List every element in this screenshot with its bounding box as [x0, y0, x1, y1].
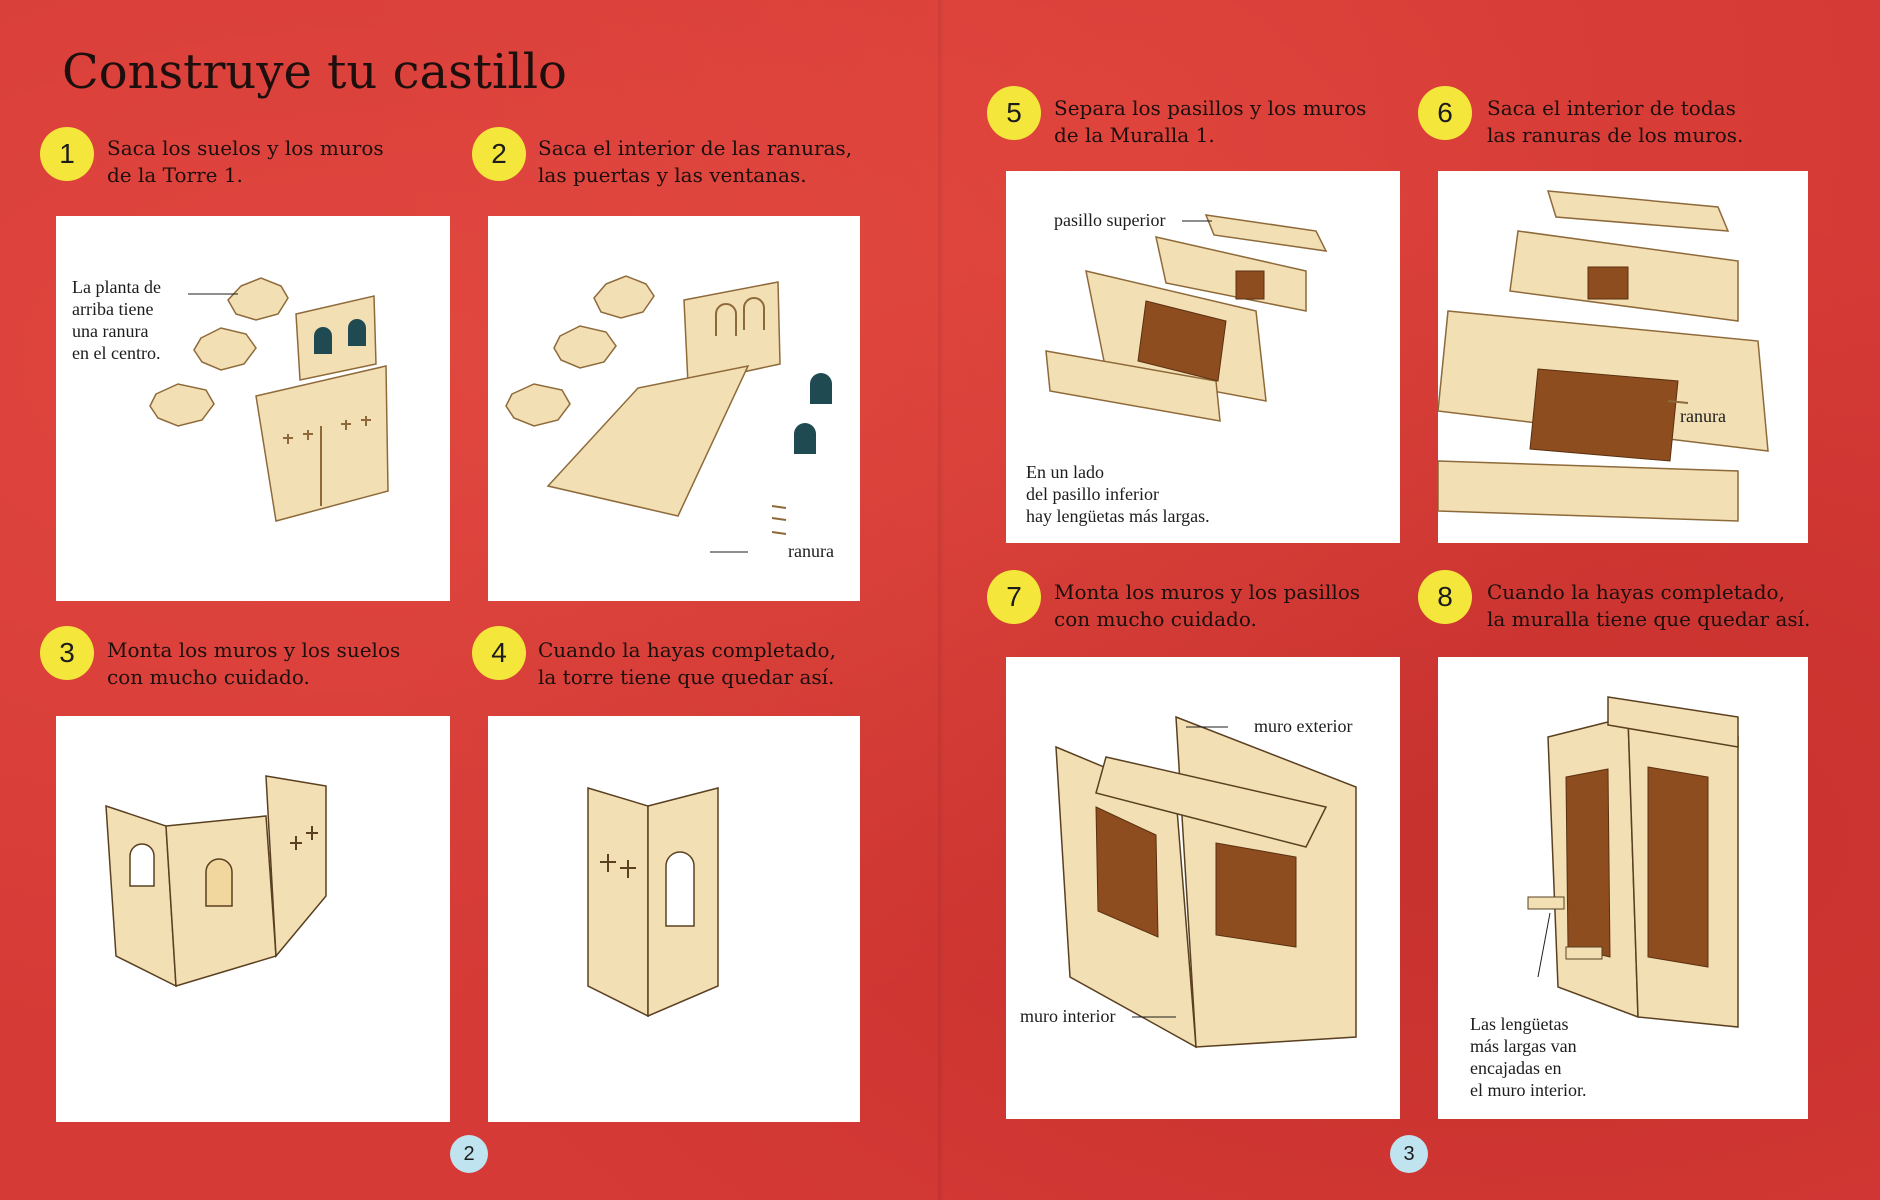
- step-7-outer-callout: muro exterior: [1254, 716, 1353, 736]
- step-2-illustration: [488, 216, 860, 601]
- page-title: Construye tu castillo: [62, 44, 567, 100]
- step-8-illustration: [1438, 657, 1808, 1119]
- step-4-text: Cuando la hayas completado, la torre tiene que quedar así.: [538, 638, 836, 689]
- step-3-text: Monta los muros y los suelos con mucho cuidado.: [107, 638, 401, 689]
- tower-complete-drawing: [488, 716, 860, 1122]
- step-6-callout: ranura: [1680, 406, 1726, 426]
- step-5-text: Separa los pasillos y los muros de la Muralla 1.: [1054, 96, 1367, 147]
- tower-assembly-drawing: [56, 716, 450, 1122]
- step-3-illustration: [56, 716, 450, 1122]
- step-4-illustration: [488, 716, 860, 1122]
- step-8-text: Cuando la hayas completado, la muralla tiene que quedar así.: [1487, 580, 1811, 631]
- step-6-text: Saca el interior de todas las ranuras de los muros.: [1487, 96, 1744, 147]
- step-2-callout: ranura: [788, 541, 834, 561]
- step-8-badge: 8: [1418, 570, 1472, 624]
- step-4-badge: 4: [472, 626, 526, 680]
- step-7-inner-callout: muro interior: [1020, 1006, 1116, 1026]
- step-1-badge: 1: [40, 127, 94, 181]
- step-2-text: Saca el interior de las ranuras, las puertas y las ventanas.: [538, 136, 853, 187]
- step-5-upper-callout: pasillo superior: [1054, 210, 1166, 230]
- step-8-callout: Las lengüetas más largas van encajadas en el muro interior.: [1470, 1014, 1587, 1100]
- step-5-lower-callout: En un lado del pasillo inferior hay lengüetas más largas.: [1026, 462, 1210, 526]
- step-7-text: Monta los muros y los pasillos con mucho cuidado.: [1054, 580, 1361, 631]
- page-number-left: 2: [450, 1135, 488, 1173]
- tower-pieces-drawing: [56, 216, 450, 601]
- step-3-badge: 3: [40, 626, 94, 680]
- step-5-badge: 5: [987, 86, 1041, 140]
- page-fold: [938, 0, 944, 1200]
- step-5-illustration: [1006, 171, 1400, 543]
- step-1-text: Saca los suelos y los muros de la Torre 1.: [107, 136, 384, 187]
- wall-slots-drawing: [1438, 171, 1808, 543]
- page-number-right: 3: [1390, 1135, 1428, 1173]
- step-1-illustration: [56, 216, 450, 601]
- step-1-callout: La planta de arriba tiene una ranura en el centro.: [72, 277, 161, 363]
- step-2-badge: 2: [472, 127, 526, 181]
- step-6-illustration: [1438, 171, 1808, 543]
- step-7-badge: 7: [987, 570, 1041, 624]
- step-6-badge: 6: [1418, 86, 1472, 140]
- step-7-illustration: [1006, 657, 1400, 1119]
